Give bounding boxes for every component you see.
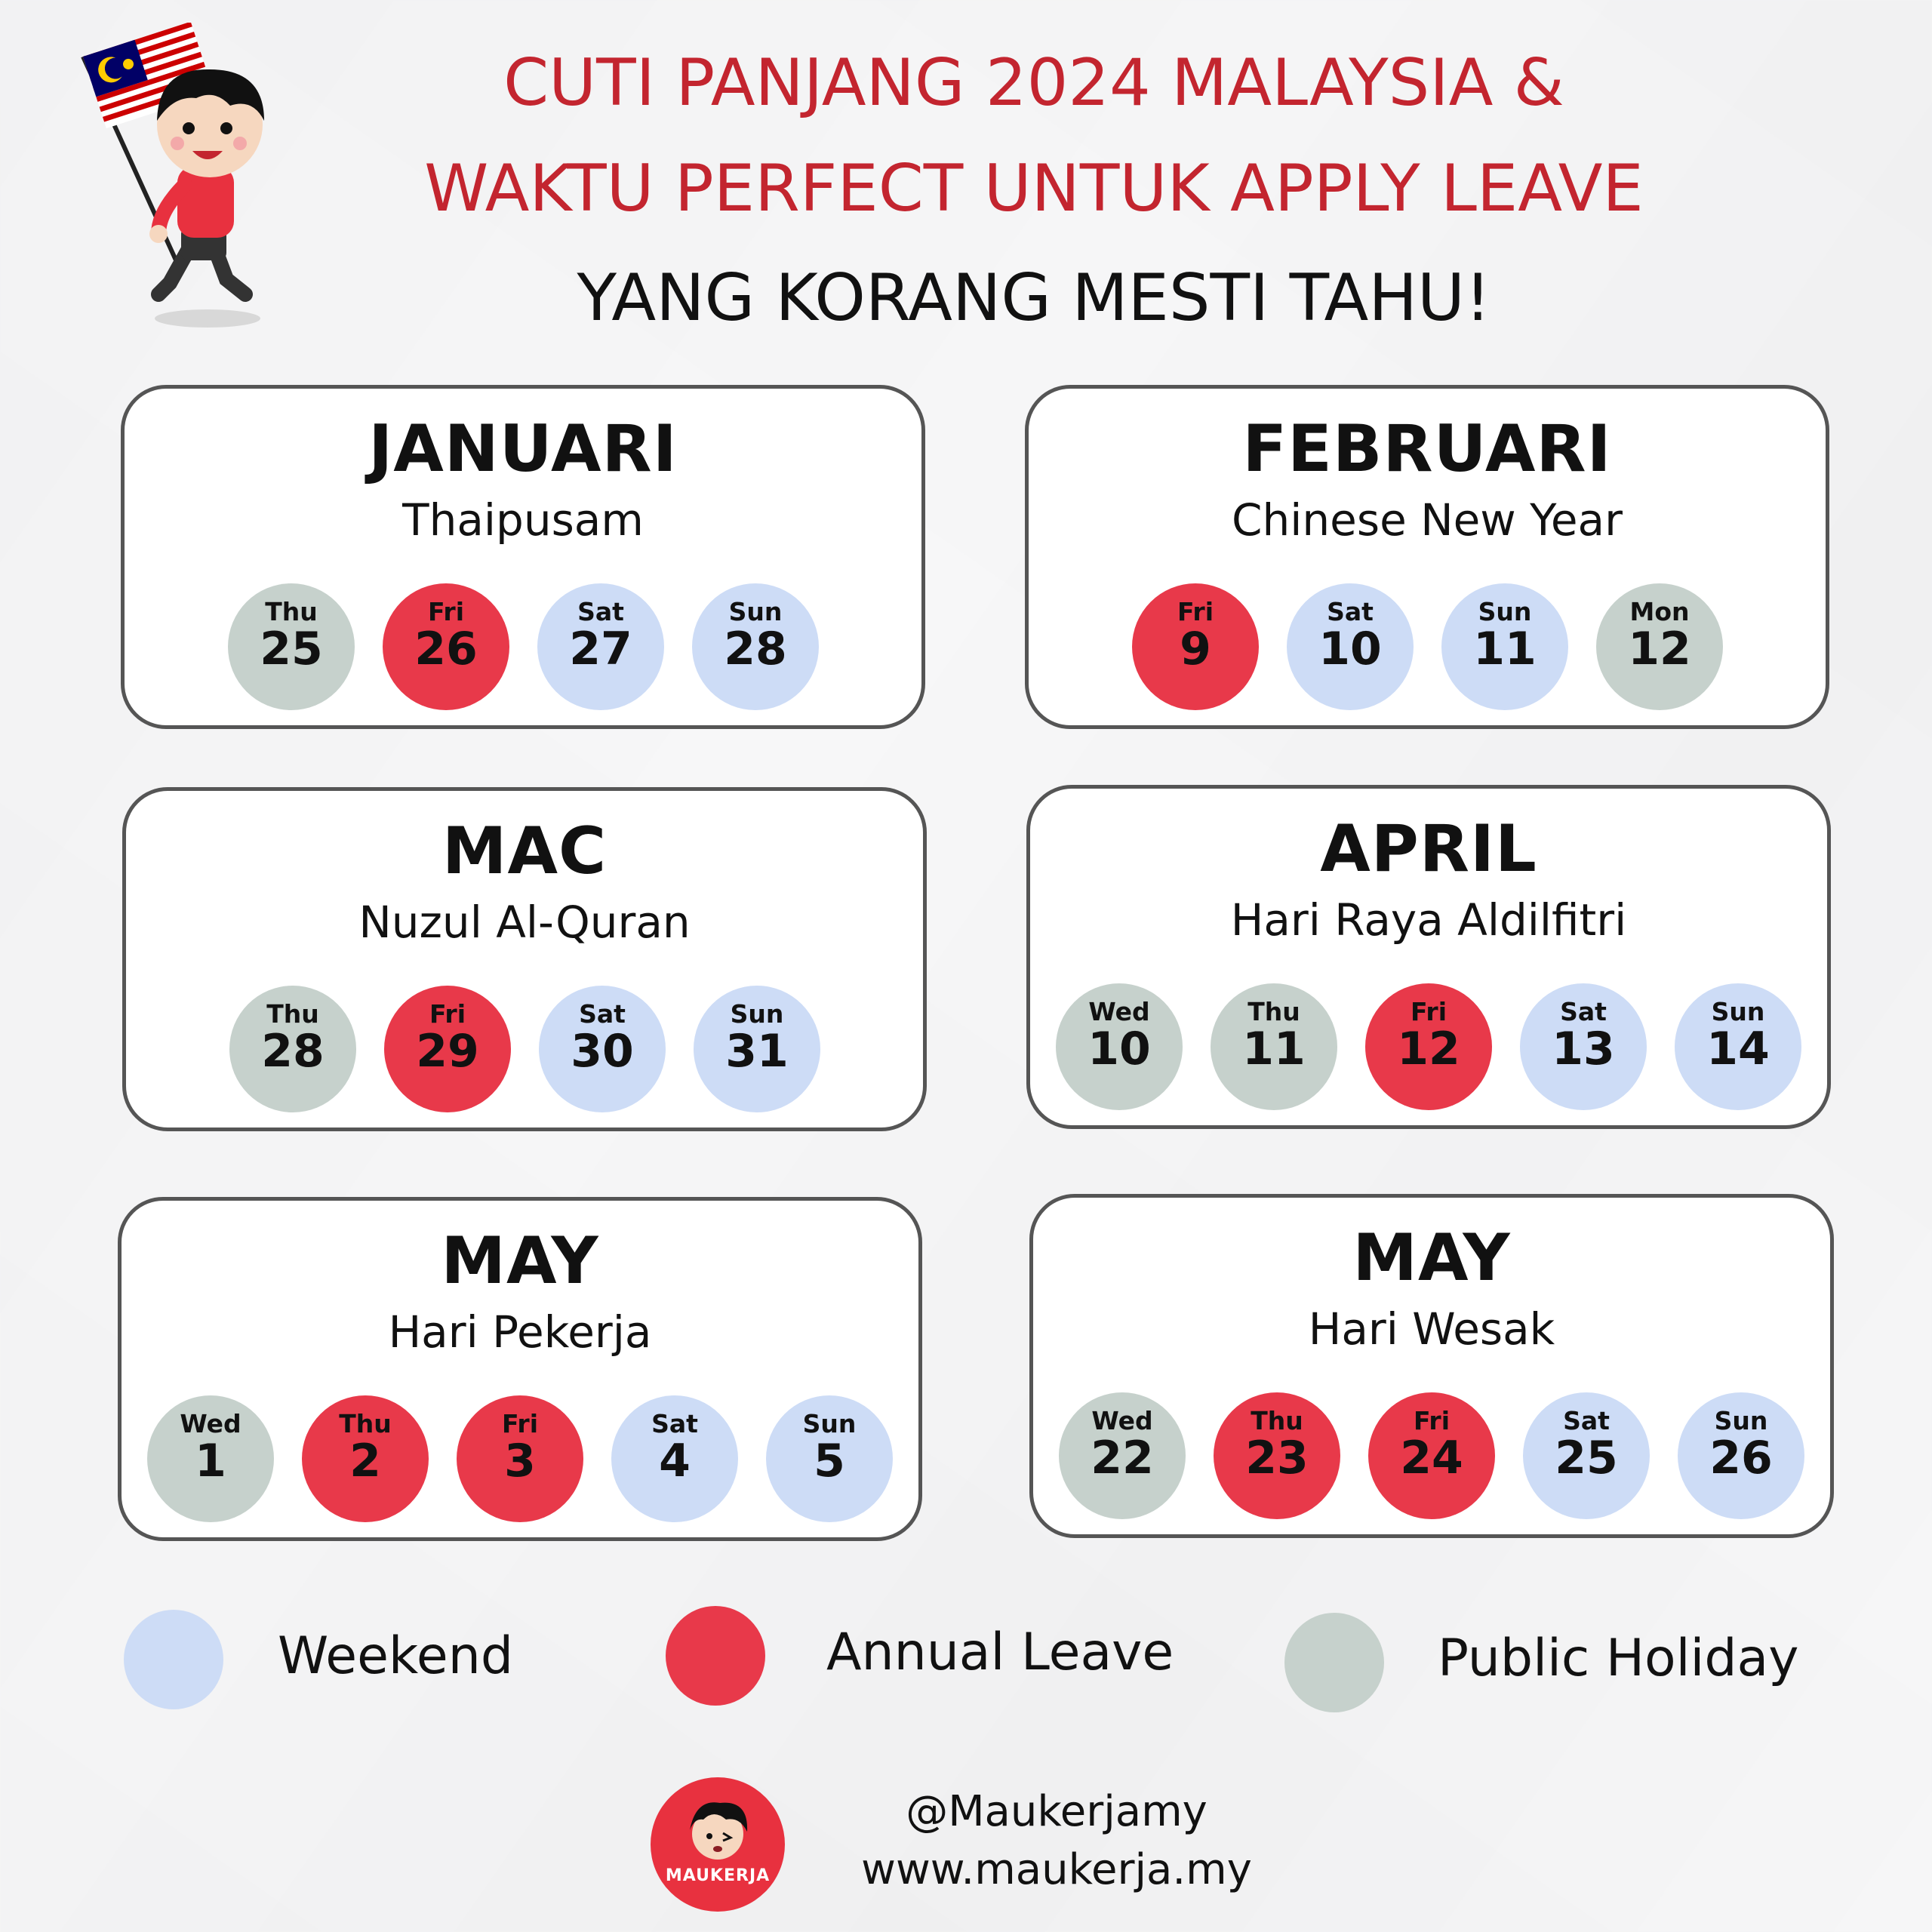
day-date: 12 <box>1397 1023 1460 1075</box>
day-circle-weekend <box>611 1395 738 1522</box>
card-month: MAY <box>441 1223 599 1299</box>
card-holiday: Thaipusam <box>402 494 644 546</box>
legend-label-annual-leave: Annual Leave <box>826 1623 1174 1682</box>
card-holiday: Hari Wesak <box>1308 1303 1555 1355</box>
day-circle-weekend <box>1678 1392 1804 1519</box>
day-name: Fri <box>1413 1406 1451 1435</box>
day-date: 13 <box>1552 1023 1615 1075</box>
day-date: 3 <box>504 1435 536 1487</box>
day-date: 10 <box>1088 1023 1151 1075</box>
title-line-2: WAKTU PERFECT UNTUK APPLY LEAVE <box>424 151 1644 226</box>
day-name: Sun <box>728 597 783 626</box>
maukerja-logo-icon <box>651 1777 785 1912</box>
day-date: 10 <box>1318 623 1382 675</box>
card-month: MAC <box>441 814 608 889</box>
day-circle-annual-leave <box>1214 1392 1340 1519</box>
day-circle-weekend <box>1523 1392 1650 1519</box>
day-date: 5 <box>814 1435 845 1487</box>
day-name: Sat <box>577 597 624 626</box>
day-date: 25 <box>260 623 323 675</box>
logo-face-icon <box>651 1777 785 1912</box>
day-name: Thu <box>1251 1406 1303 1435</box>
day-circle-public-holiday <box>229 986 356 1112</box>
day-name: Sat <box>579 999 626 1029</box>
day-circle-annual-leave <box>383 583 509 710</box>
card-month: APRIL <box>1320 811 1537 887</box>
day-name: Wed <box>180 1409 242 1438</box>
legend-dot-weekend <box>124 1610 223 1709</box>
day-name: Sat <box>1563 1406 1610 1435</box>
day-name: Thu <box>339 1409 392 1438</box>
day-circle-weekend <box>1441 583 1568 710</box>
card-holiday: Nuzul Al-Quran <box>358 897 691 948</box>
day-circle-public-holiday <box>1211 983 1337 1110</box>
title-line-3: YANG KORANG MESTI TAHU! <box>577 260 1491 336</box>
day-circle-annual-leave <box>1365 983 1492 1110</box>
day-name: Fri <box>1410 997 1447 1026</box>
day-date: 11 <box>1473 623 1537 675</box>
day-circle-weekend <box>694 986 820 1112</box>
day-date: 31 <box>725 1025 789 1078</box>
legend-label-public-holiday: Public Holiday <box>1438 1629 1799 1688</box>
card-mac <box>122 787 927 1131</box>
days-row <box>126 986 923 1114</box>
day-name: Sun <box>1478 597 1532 626</box>
day-circle-weekend <box>539 986 666 1112</box>
card-month: JANUARI <box>368 411 678 487</box>
day-circle-annual-leave <box>302 1395 429 1522</box>
card-holiday: Chinese New Year <box>1232 494 1623 546</box>
day-name: Sun <box>1714 1406 1768 1435</box>
day-name: Thu <box>1247 997 1300 1026</box>
days-row <box>1033 1392 1830 1521</box>
day-name: Sun <box>802 1409 857 1438</box>
day-name: Fri <box>501 1409 539 1438</box>
day-circle-public-holiday <box>1596 583 1723 710</box>
day-circle-weekend <box>537 583 664 710</box>
card-april <box>1026 785 1831 1129</box>
day-name: Wed <box>1091 1406 1153 1435</box>
day-name: Thu <box>266 999 319 1029</box>
logo-text: MAUKERJA <box>665 1866 771 1885</box>
day-name: Sat <box>1327 597 1374 626</box>
day-date: 14 <box>1706 1023 1770 1075</box>
day-circle-weekend <box>1287 583 1414 710</box>
day-circle-annual-leave <box>1368 1392 1495 1519</box>
day-name: Fri <box>427 597 465 626</box>
days-row <box>1030 983 1827 1112</box>
card-may-hari-wesak <box>1029 1194 1834 1538</box>
days-row <box>122 1395 918 1524</box>
day-date: 30 <box>571 1025 634 1078</box>
card-month: FEBRUARI <box>1242 411 1612 487</box>
card-may-hari-pekerja <box>118 1197 922 1541</box>
day-date: 27 <box>569 623 632 675</box>
day-date: 23 <box>1245 1432 1309 1484</box>
title-line-1: CUTI PANJANG 2024 MALAYSIA & <box>503 45 1564 121</box>
day-circle-public-holiday <box>228 583 355 710</box>
card-januari <box>121 385 925 729</box>
day-date: 9 <box>1180 623 1211 675</box>
day-circle-public-holiday <box>1059 1392 1186 1519</box>
day-circle-annual-leave <box>1132 583 1259 710</box>
day-date: 26 <box>414 623 478 675</box>
day-date: 22 <box>1091 1432 1154 1484</box>
day-circle-weekend <box>692 583 819 710</box>
day-name: Sun <box>1711 997 1765 1026</box>
day-date: 12 <box>1628 623 1691 675</box>
legend-dot-public-holiday <box>1284 1613 1384 1712</box>
card-holiday: Hari Raya Aldilfitri <box>1230 894 1627 946</box>
day-circle-public-holiday <box>147 1395 274 1522</box>
day-name: Thu <box>265 597 318 626</box>
days-row <box>125 583 921 712</box>
days-row <box>1029 583 1826 712</box>
day-name: Mon <box>1629 597 1690 626</box>
day-date: 28 <box>724 623 787 675</box>
day-name: Sun <box>730 999 784 1029</box>
day-circle-annual-leave <box>457 1395 583 1522</box>
legend-dot-annual-leave <box>666 1606 765 1706</box>
day-circle-weekend <box>1520 983 1647 1110</box>
day-name: Fri <box>429 999 466 1029</box>
day-date: 2 <box>349 1435 381 1487</box>
day-circle-weekend <box>1675 983 1801 1110</box>
day-date: 26 <box>1709 1432 1773 1484</box>
day-date: 1 <box>195 1435 226 1487</box>
card-month: MAY <box>1352 1220 1511 1296</box>
day-circle-weekend <box>766 1395 893 1522</box>
day-name: Sat <box>1560 997 1607 1026</box>
day-date: 25 <box>1555 1432 1618 1484</box>
card-februari <box>1025 385 1829 729</box>
day-date: 29 <box>416 1025 479 1078</box>
day-date: 28 <box>261 1025 325 1078</box>
day-name: Wed <box>1088 997 1150 1026</box>
day-circle-annual-leave <box>384 986 511 1112</box>
card-holiday: Hari Pekerja <box>388 1306 652 1358</box>
social-handle[interactable]: @Maukerjamy <box>906 1787 1208 1836</box>
day-name: Sat <box>651 1409 698 1438</box>
day-date: 11 <box>1242 1023 1306 1075</box>
day-date: 4 <box>659 1435 691 1487</box>
day-circle-public-holiday <box>1056 983 1183 1110</box>
legend-label-weekend: Weekend <box>278 1626 513 1686</box>
website-link[interactable]: www.maukerja.my <box>861 1845 1252 1894</box>
day-date: 24 <box>1400 1432 1463 1484</box>
day-name: Fri <box>1177 597 1214 626</box>
